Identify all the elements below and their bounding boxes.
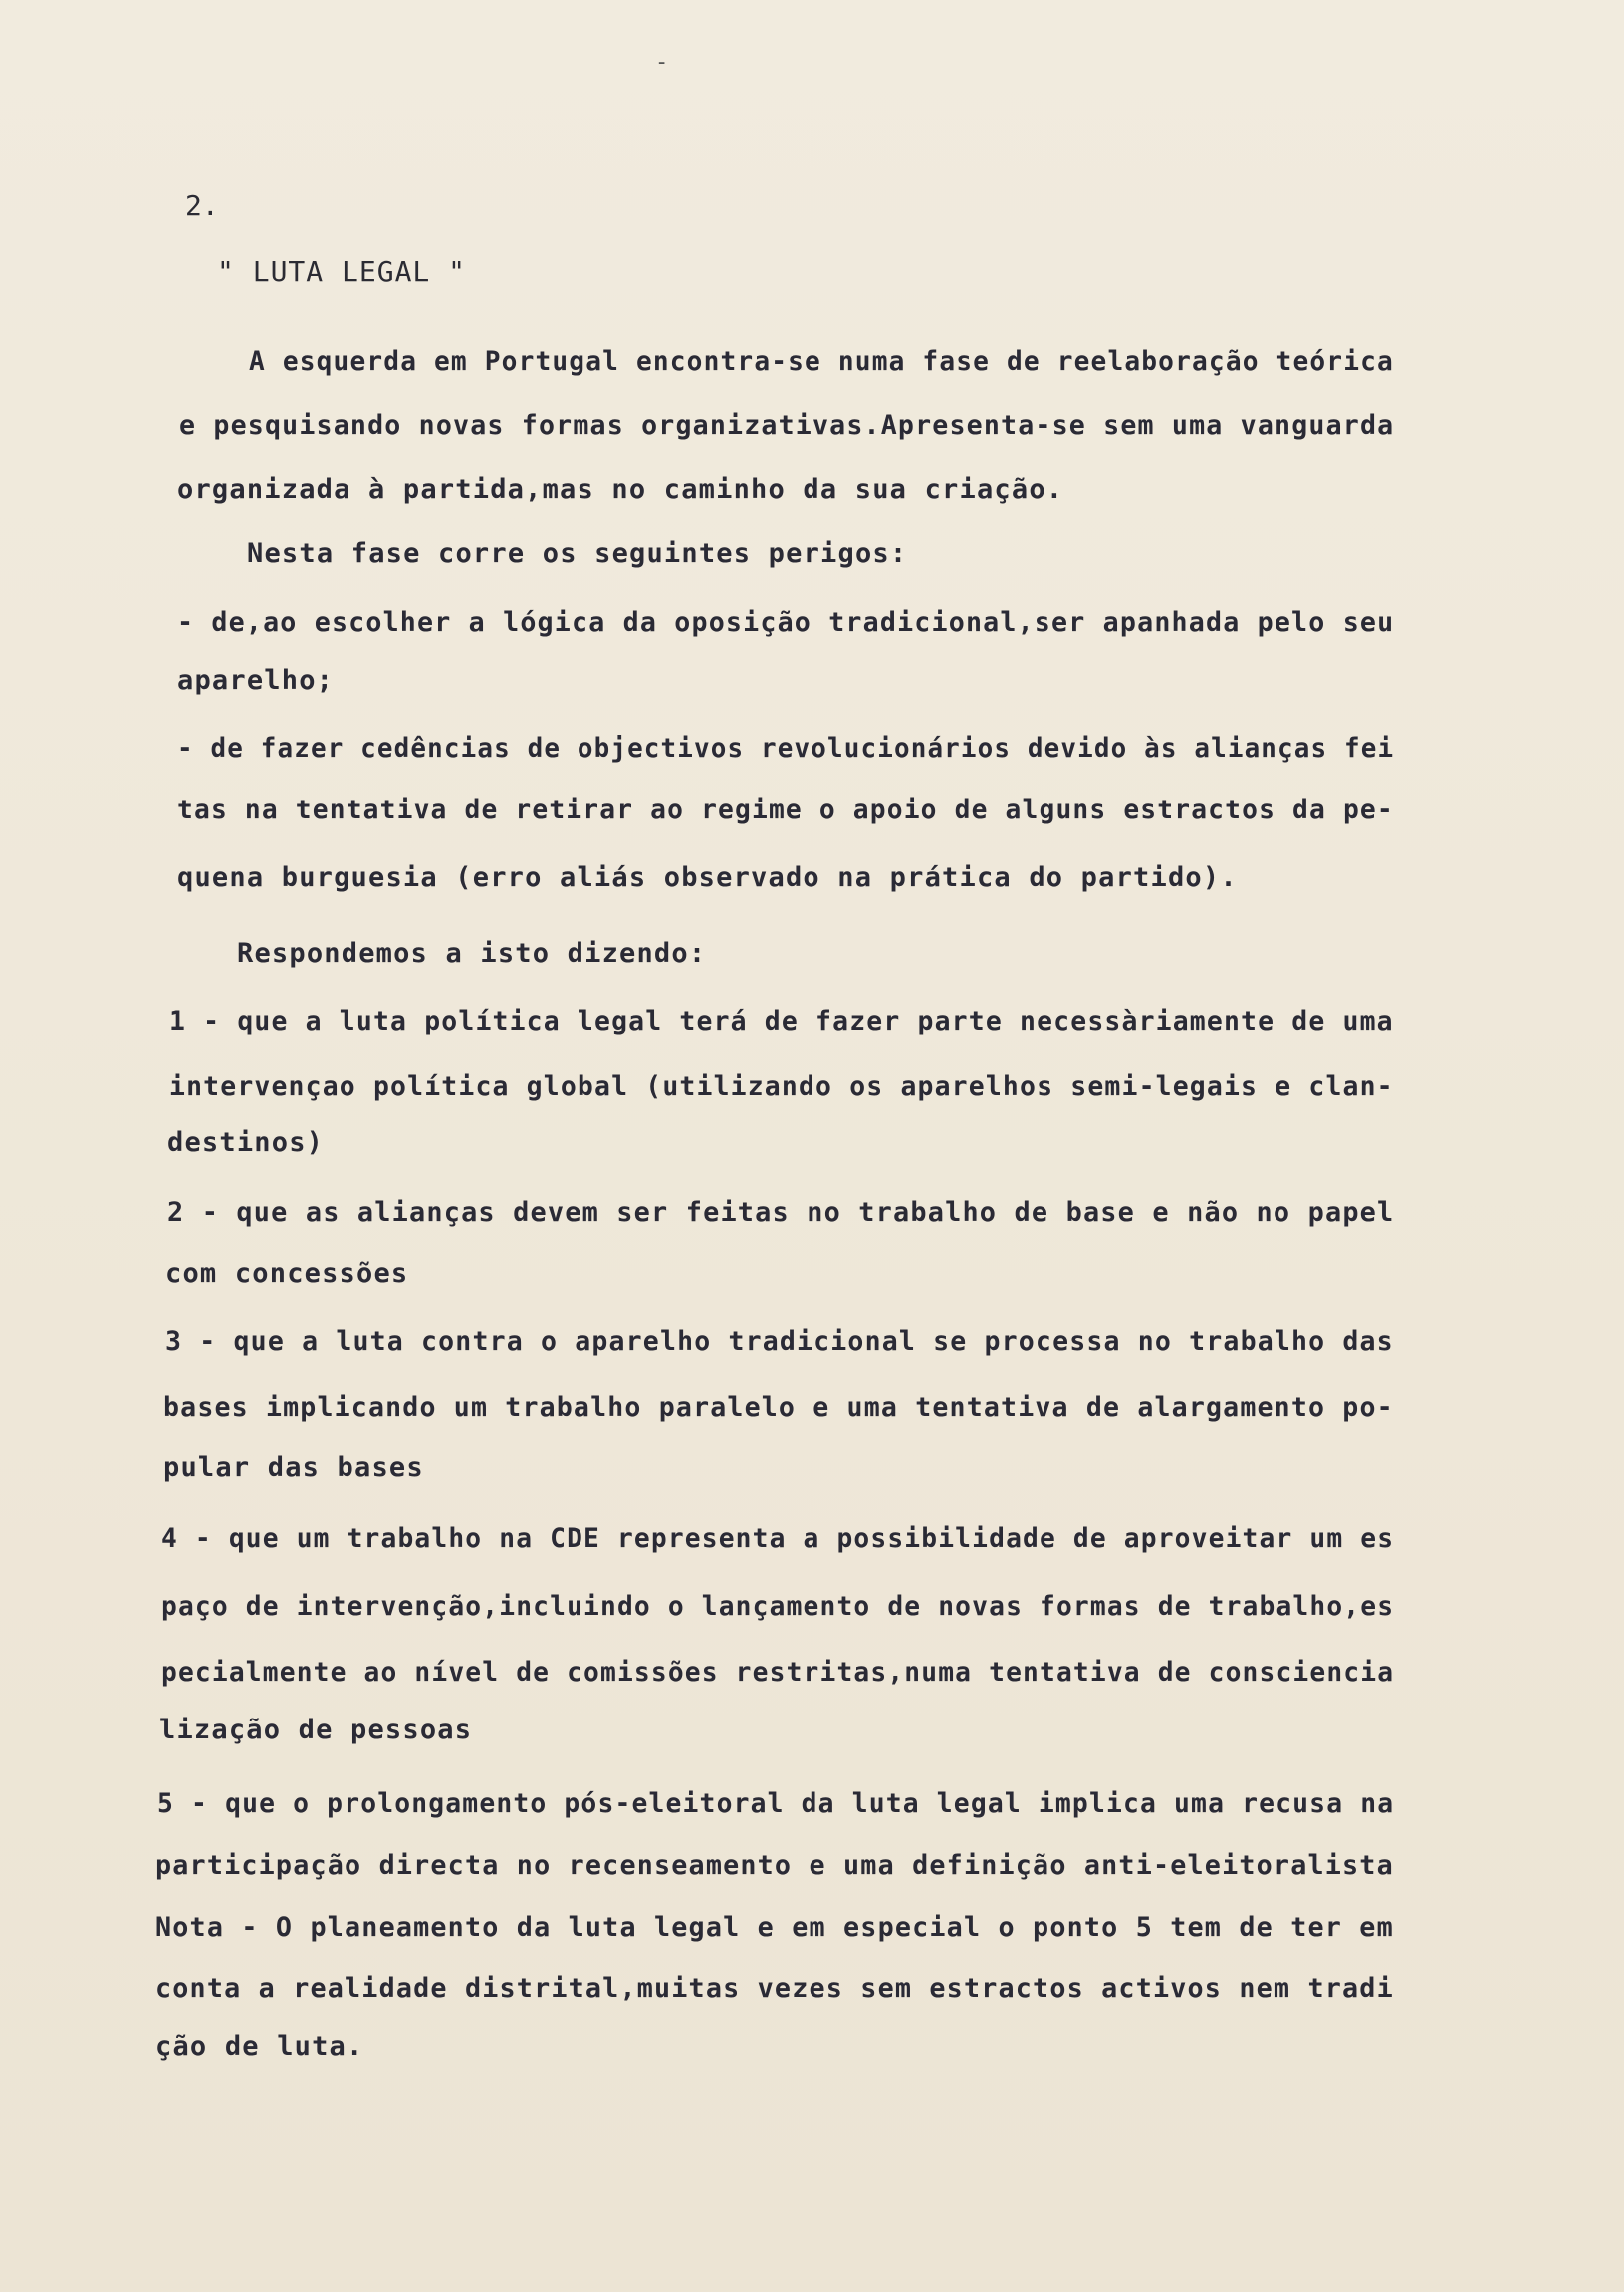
text-line: 2 - que as alianças devem ser feitas no trabalho de base e não no papel <box>167 1197 1395 1228</box>
text-line: tas na tentativa de retirar ao regime o apoio de alguns estractos da pe- <box>177 795 1394 825</box>
text-line: lização de pessoas <box>159 1715 473 1745</box>
text-line: Nesta fase corre os seguintes perigos: <box>247 538 908 569</box>
text-line: pecialmente ao nível de comissões restritas,numa tentativa de consciencia <box>161 1657 1395 1688</box>
text-line: - de,ao escolher a lógica da oposição tradicional,ser apanhada pelo seu <box>177 607 1395 638</box>
text-line: ção de luta. <box>155 2031 364 2062</box>
text-line: Nota - O planeamento da luta legal e em especial o ponto 5 tem de ter em <box>155 1912 1394 1943</box>
text-line: e pesquisando novas formas organizativas.Apresenta-se sem uma vanguarda <box>179 410 1395 441</box>
text-line: organizada à partida,mas no caminho da sua criação. <box>177 474 1064 505</box>
text-line: Respondemos a isto dizendo: <box>237 938 707 969</box>
text-line: aparelho; <box>177 665 335 696</box>
text-line: - de fazer cedências de objectivos revolucionários devido às alianças fei <box>177 733 1395 764</box>
page-number: 2. <box>185 189 219 222</box>
text-line: participação directa no recenseamento e uma definição anti-eleitoralista <box>155 1850 1394 1881</box>
top-mark: - <box>655 50 669 75</box>
text-line: destinos) <box>167 1127 325 1158</box>
text-line: quena burguesia (erro aliás observado na prática do partido). <box>177 862 1238 893</box>
document-title: " LUTA LEGAL " <box>217 255 467 288</box>
text-line: 3 - que a luta contra o aparelho tradicional se processa no trabalho das <box>165 1326 1394 1357</box>
text-line: pular das bases <box>163 1452 424 1483</box>
text-line: intervençao política global (utilizando os aparelhos semi-legais e clan- <box>169 1071 1394 1102</box>
text-line: conta a realidade distrital,muitas vezes sem estractos activos nem tradi <box>155 1973 1394 2004</box>
text-line: 1 - que a luta política legal terá de fazer parte necessàriamente de uma <box>169 1006 1394 1036</box>
text-line: A esquerda em Portugal encontra-se numa fase de reelaboração teórica <box>249 346 1394 377</box>
text-line: paço de intervenção,incluindo o lançamento de novas formas de trabalho,es <box>161 1591 1395 1622</box>
text-line: bases implicando um trabalho paralelo e uma tentativa de alargamento po- <box>163 1392 1394 1423</box>
text-line: com concessões <box>165 1259 409 1289</box>
text-line: 4 - que um trabalho na CDE representa a possibilidade de aproveitar um es <box>161 1523 1395 1554</box>
text-line: 5 - que o prolongamento pós-eleitoral da luta legal implica uma recusa na <box>157 1788 1395 1819</box>
